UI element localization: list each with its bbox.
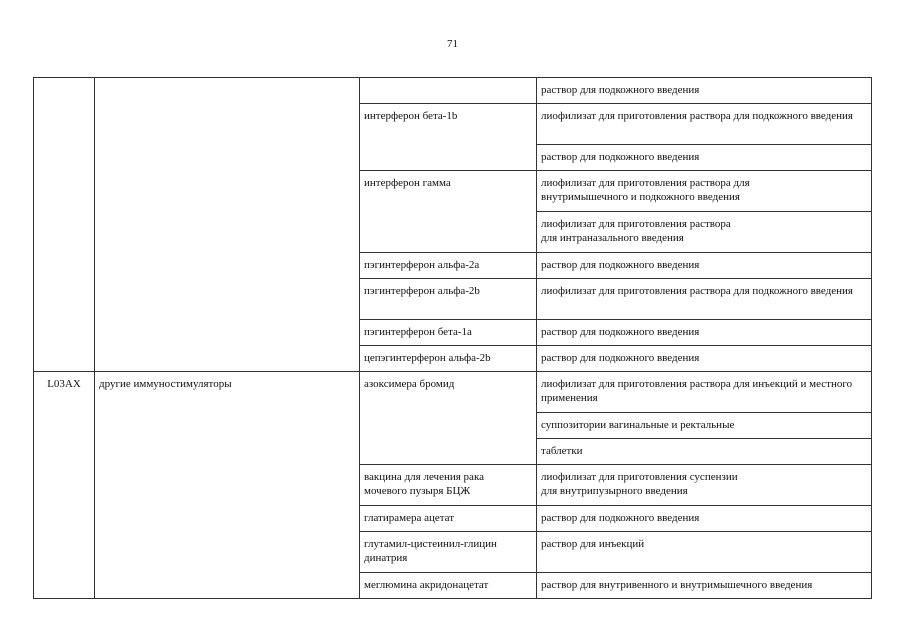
drug-cell: пэгинтерферон бета-1a	[360, 320, 537, 346]
table-row	[34, 372, 872, 413]
drug-cell: интерферон гамма	[360, 171, 537, 253]
drug-cell: глутамил-цистеинил-глицин динатрия	[360, 532, 537, 573]
drug-cell: пэгинтерферон альфа-2a	[360, 253, 537, 279]
drug-cell: вакцина для лечения рака мочевого пузыря БЦЖ	[360, 465, 537, 506]
drug-cell: глатирамера ацетат	[360, 506, 537, 532]
form-cell: лиофилизат для приготовления раствора для инъекций и местного применения	[537, 372, 872, 413]
form-cell: раствор для подкожного введения	[537, 506, 872, 532]
form-cell: суппозитории вагинальные и ректальные	[537, 413, 872, 439]
form-cell: раствор для подкожного введения	[537, 320, 872, 346]
medication-table	[33, 77, 872, 599]
form-cell: таблетки	[537, 439, 872, 465]
group-cell: другие иммуностимуляторы	[95, 372, 360, 599]
form-cell: раствор для подкожного введения	[537, 346, 872, 372]
drug-cell: меглюмина акридонацетат	[360, 573, 537, 599]
table-row	[34, 78, 872, 104]
form-cell: лиофилизат для приготовления раствора для внутримышечного и подкожного введения	[537, 171, 872, 212]
atc-code-cell: L03AX	[34, 372, 95, 599]
page-number: 71	[447, 38, 458, 50]
drug-cell: цепэгинтерферон альфа-2b	[360, 346, 537, 372]
drug-cell: интерферон бета-1b	[360, 104, 537, 171]
drug-cell: пэгинтерферон альфа-2b	[360, 279, 537, 320]
drug-cell: азоксимера бромид	[360, 372, 537, 465]
form-cell: лиофилизат для приготовления раствора для интраназального введения	[537, 212, 872, 253]
group-cell-empty	[95, 78, 360, 372]
drug-cell-empty	[360, 78, 537, 104]
form-cell: раствор для внутривенного и внутримышечного введения	[537, 573, 872, 599]
code-cell-empty	[34, 78, 95, 372]
form-cell: раствор для подкожного введения	[537, 78, 872, 104]
form-cell: лиофилизат для приготовления раствора для подкожного введения	[537, 279, 872, 320]
form-cell: раствор для инъекций	[537, 532, 872, 573]
form-cell: раствор для подкожного введения	[537, 253, 872, 279]
form-cell: раствор для подкожного введения	[537, 145, 872, 171]
form-cell: лиофилизат для приготовления раствора для подкожного введения	[537, 104, 872, 145]
form-cell: лиофилизат для приготовления суспензии для внутрипузырного введения	[537, 465, 872, 506]
